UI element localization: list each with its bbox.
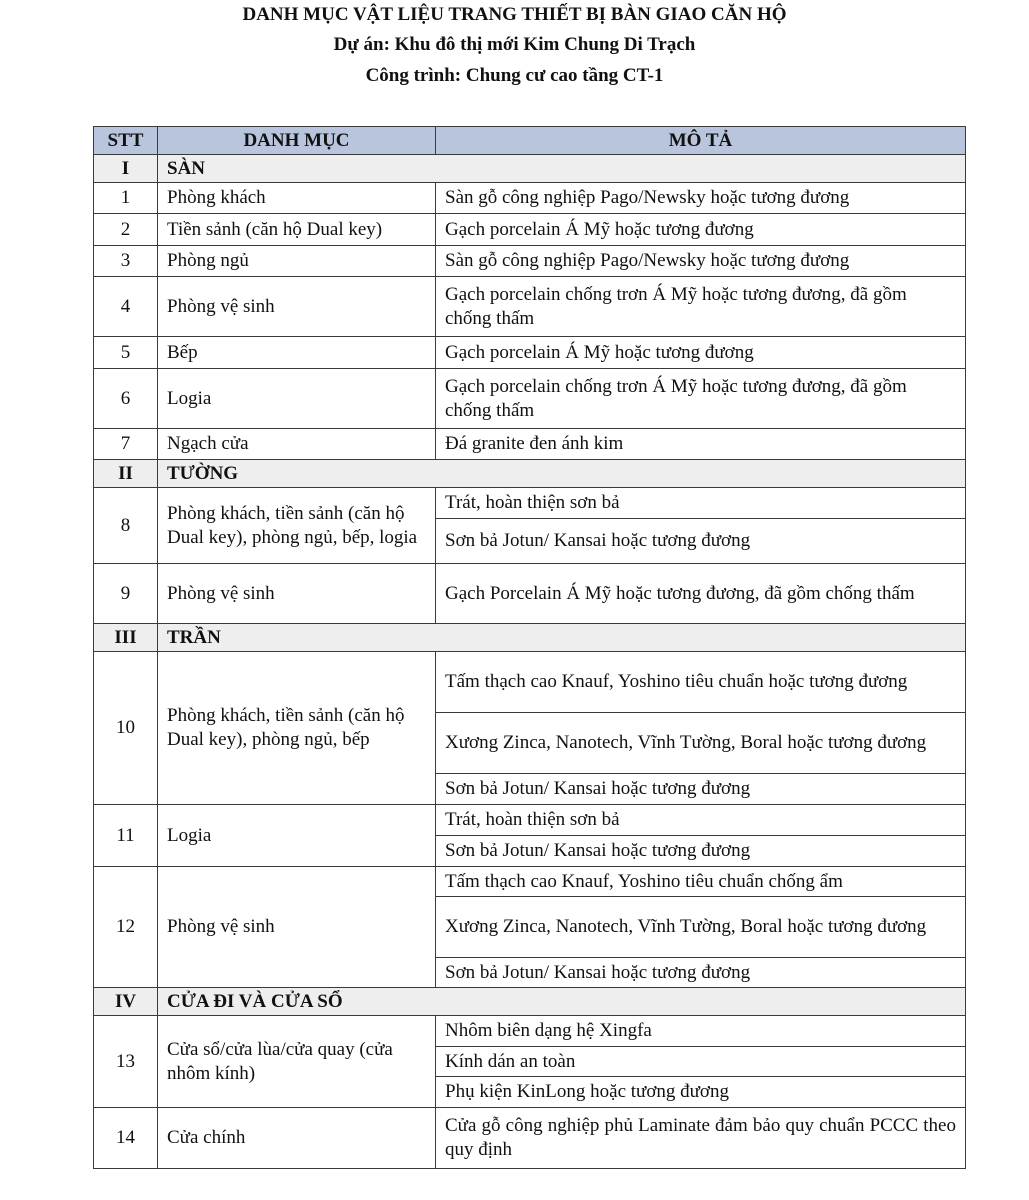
section-title: TƯỜNG — [158, 460, 966, 488]
row-category: Phòng khách, tiền sảnh (căn hộ Dual key), phòng ngủ, bếp — [158, 652, 436, 805]
building-name: Công trình: Chung cư cao tầng CT-1 — [365, 65, 664, 86]
row-category: Phòng khách — [158, 183, 436, 214]
row-description: Gạch porcelain Á Mỹ hoặc tương đương — [436, 214, 966, 246]
row-description: Tấm thạch cao Knauf, Yoshino tiêu chuẩn chống ẩm — [436, 867, 966, 897]
row-number: 4 — [94, 277, 158, 337]
section-row — [94, 988, 966, 1016]
table-row — [94, 369, 966, 429]
row-description: Nhôm biên dạng hệ Xingfa — [436, 1016, 966, 1047]
row-category: Phòng ngủ — [158, 246, 436, 277]
row-category: Phòng vệ sinh — [158, 277, 436, 337]
row-number: 10 — [94, 652, 158, 805]
row-category: Ngạch cửa — [158, 429, 436, 460]
row-description: Gạch Porcelain Á Mỹ hoặc tương đương, đã gồm chống thấm — [436, 564, 966, 624]
row-number: 13 — [94, 1016, 158, 1108]
table-row — [94, 652, 966, 713]
row-description: Cửa gỗ công nghiệp phủ Laminate đảm bảo quy chuẩn PCCC theo quy định — [436, 1108, 966, 1169]
table-row — [94, 867, 966, 897]
section-number: IV — [94, 988, 158, 1016]
row-number: 8 — [94, 488, 158, 564]
row-category: Cửa chính — [158, 1108, 436, 1169]
row-description: Xương Zinca, Nanotech, Vĩnh Tường, Boral hoặc tương đương — [436, 713, 966, 774]
row-description: Kính dán an toàn — [436, 1047, 966, 1077]
section-title: TRẦN — [158, 624, 966, 652]
table-row — [94, 183, 966, 214]
row-number: 5 — [94, 337, 158, 369]
row-description: Đá granite đen ánh kim — [436, 429, 966, 460]
row-number: 2 — [94, 214, 158, 246]
row-number: 1 — [94, 183, 158, 214]
column-header-stt: STT — [94, 127, 158, 155]
table-row — [94, 564, 966, 624]
section-number: III — [94, 624, 158, 652]
row-number: 11 — [94, 805, 158, 867]
row-description: Sơn bả Jotun/ Kansai hoặc tương đương — [436, 519, 966, 564]
row-category: Cửa sổ/cửa lùa/cửa quay (cửa nhôm kính) — [158, 1016, 436, 1108]
row-category: Phòng vệ sinh — [158, 867, 436, 988]
table-row — [94, 214, 966, 246]
row-number: 14 — [94, 1108, 158, 1169]
table-row — [94, 246, 966, 277]
row-number: 9 — [94, 564, 158, 624]
table-header-row — [94, 127, 966, 155]
table-row — [94, 488, 966, 519]
section-number: II — [94, 460, 158, 488]
table-row — [94, 277, 966, 337]
table-row — [94, 1016, 966, 1047]
project-name: Dự án: Khu đô thị mới Kim Chung Di Trạch — [333, 34, 696, 55]
row-category: Logia — [158, 369, 436, 429]
row-number: 3 — [94, 246, 158, 277]
row-description: Sàn gỗ công nghiệp Pago/Newsky hoặc tương đương — [436, 183, 966, 214]
row-category: Phòng vệ sinh — [158, 564, 436, 624]
section-title: CỬA ĐI VÀ CỬA SỔ — [158, 988, 966, 1016]
row-description: Sơn bả Jotun/ Kansai hoặc tương đương — [436, 958, 966, 988]
row-description: Phụ kiện KinLong hoặc tương đương — [436, 1077, 966, 1108]
section-row — [94, 460, 966, 488]
row-description: Gạch porcelain chống trơn Á Mỹ hoặc tương đương, đã gồm chống thấm — [436, 277, 966, 337]
table-row — [94, 337, 966, 369]
row-number: 7 — [94, 429, 158, 460]
column-header-category: DANH MỤC — [158, 127, 436, 155]
row-category: Tiền sảnh (căn hộ Dual key) — [158, 214, 436, 246]
column-header-description: MÔ TẢ — [436, 127, 966, 155]
row-description: Sàn gỗ công nghiệp Pago/Newsky hoặc tương đương — [436, 246, 966, 277]
section-row — [94, 624, 966, 652]
row-number: 12 — [94, 867, 158, 988]
document-title: DANH MỤC VẬT LIỆU TRANG THIẾT BỊ BÀN GIAO CĂN HỘ — [242, 4, 787, 25]
row-description: Trát, hoàn thiện sơn bả — [436, 805, 966, 836]
row-description: Tấm thạch cao Knauf, Yoshino tiêu chuẩn hoặc tương đương — [436, 652, 966, 713]
table-row — [94, 805, 966, 836]
row-description: Sơn bả Jotun/ Kansai hoặc tương đương — [436, 774, 966, 805]
row-description: Xương Zinca, Nanotech, Vĩnh Tường, Boral hoặc tương đương — [436, 897, 966, 958]
row-description: Gạch porcelain chống trơn Á Mỹ hoặc tương đương, đã gồm chống thấm — [436, 369, 966, 429]
row-category: Phòng khách, tiền sảnh (căn hộ Dual key), phòng ngủ, bếp, logia — [158, 488, 436, 564]
table-row — [94, 429, 966, 460]
section-title: SÀN — [158, 155, 966, 183]
row-description: Sơn bả Jotun/ Kansai hoặc tương đương — [436, 836, 966, 867]
row-description: Trát, hoàn thiện sơn bả — [436, 488, 966, 519]
row-category: Logia — [158, 805, 436, 867]
table-row — [94, 1108, 966, 1169]
section-row — [94, 155, 966, 183]
materials-table — [93, 126, 966, 1169]
section-number: I — [94, 155, 158, 183]
row-description: Gạch porcelain Á Mỹ hoặc tương đương — [436, 337, 966, 369]
row-category: Bếp — [158, 337, 436, 369]
row-number: 6 — [94, 369, 158, 429]
